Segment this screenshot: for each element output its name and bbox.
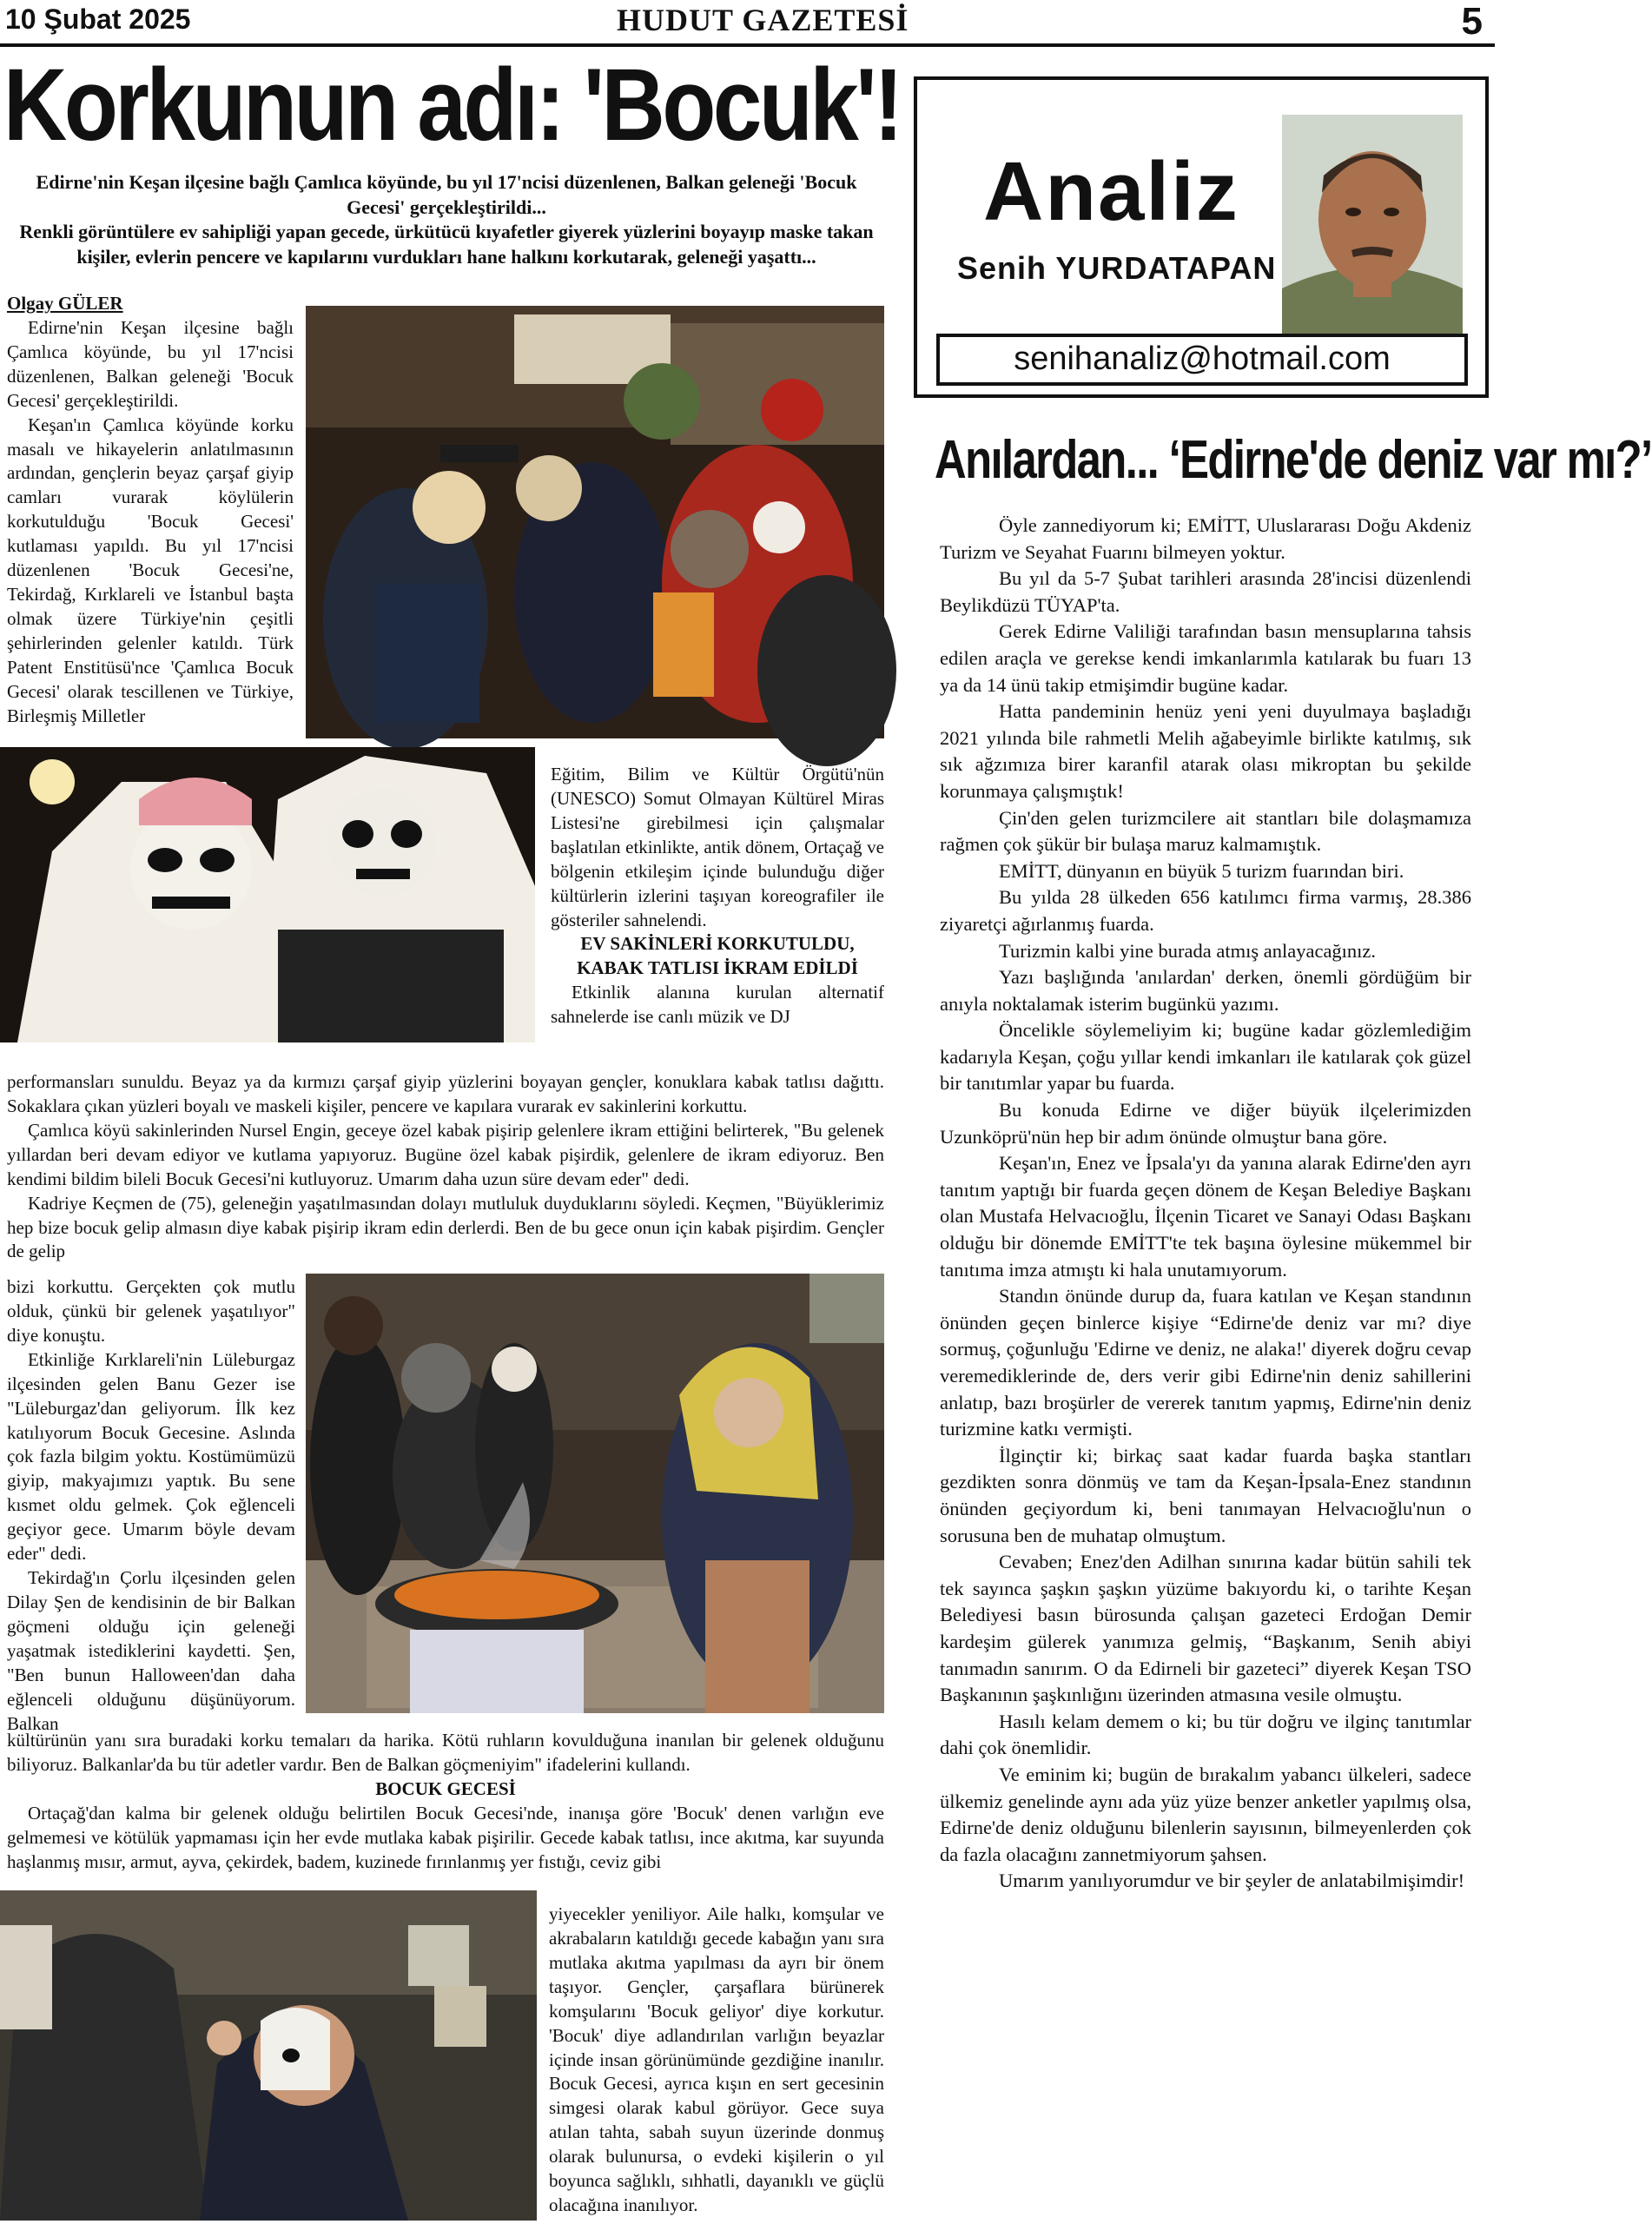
column-paragraph: Çin'den gelen turizmcilere ait stantları bile dolaşmamıza rağmen çok şükür bir bulaşa maruz kalmamıştık. bbox=[940, 806, 1471, 856]
article-column-unesco bbox=[551, 763, 884, 1029]
article-paragraph: Etkinlik alanına kurulan alternatif sahnelerde ise canlı müzik ve DJ bbox=[551, 982, 884, 1028]
article-fullwidth-1 bbox=[7, 1070, 884, 1264]
article-column-3 bbox=[549, 1903, 884, 2218]
article-paragraph: Çamlıca köyü sakinlerinden Nursel Engin, geceye özel kabak pişirip gelenlere ikram ettiğini belirterek, "Bu gelenek yıllardan beri devam ediyor ve kutlama yapıyoruz. Bugüne özel kabak pişirdik, gelenlere de ikram ediyoruz. Ben kendimi bildim bileli Bocuk Gecesi'ni kutluyoruz. Umarım daha uzun süre devam eder" dedi. bbox=[7, 1119, 884, 1189]
newspaper-name: HUDUT GAZETESİ bbox=[617, 3, 909, 37]
column-paragraph: EMİTT, dünyanın en büyük 5 turizm fuarından biri. bbox=[999, 859, 1404, 882]
column-author-email[interactable]: senihanaliz@hotmail.com bbox=[1014, 341, 1391, 377]
column-paragraph: Öyle zannediyorum ki; EMİTT, Uluslararası Doğu Akdeniz Turizm ve Seyahat Fuarını bilmeyen yoktur. bbox=[940, 514, 1471, 563]
article-paragraph: Keşan'ın Çamlıca köyünde korku masalı ve hikayelerin anlatılmasının ardından, gençlerin beyaz çarşaf giyip camları vurarak köylülerin korkutulduğu 'Bocuk Gecesi' kutlaması yapıldı. Bu yıl 17'ncisi düzenlenen 'Bocuk Gecesi'ne, Tekirdağ, Kırklareli ve İstanbul başta olmak üzere Türkiye'nin çeşitli şehirlerinden gelenler katıldı. Türk Patent Enstitüsü'nce 'Çamlıca Bocuk Gecesi' olarak tescillenen ve Türkiye, Birleşmiş Milletler bbox=[7, 414, 294, 726]
photo-face-painting bbox=[0, 1890, 537, 2221]
subhead-bocuk-gecesi: BOCUK GECESİ bbox=[375, 1777, 516, 1799]
column-paragraph: Bu yılda 28 ülkeden 656 katılımcı firma varmış, 28.386 ziyaretçi ağırlanmış fuarda. bbox=[940, 886, 1471, 935]
lead-line-2: Renkli görüntülere ev sahipliği yapan gecede, ürkütücü kıyafetler giyerek yüzlerini boyayıp maske takan kişiler, evlerin pencere ve kapılarını vurdukları hane halkını korkutarak, geleneği yaşattı... bbox=[19, 221, 874, 268]
column-paragraph: Hasılı kelam demem o ki; bu tür doğru ve ilginç tanıtımlar dahi çok önemlidir. bbox=[940, 1710, 1471, 1759]
column-title: Anılardan... ‘Edirne'de deniz var mı?’ bbox=[935, 430, 1652, 490]
article-column-2 bbox=[7, 1275, 295, 1737]
page-number: 5 bbox=[1461, 0, 1483, 43]
photo-pumpkin-cooking bbox=[306, 1274, 884, 1713]
photo-face-painted-women bbox=[0, 747, 535, 1042]
column-paragraph: Ve eminim ki; bugün de bırakalım yabancı ülkeleri, sadece ülkemiz genelinde aynı ada yüz yüze benzer anketler yapılmış olsa, Edirne'de deniz olduğunu bilenlerin sayısının, bilmeyenlerden çok da fazla olacağını zannetmiyorum şahsen. bbox=[940, 1763, 1471, 1865]
article-paragraph: Kadriye Keçmen de (75), geleneğin yaşatılmasından dolayı mutluluk duyduklarını söyledi. Keçmen, "Büyüklerimiz hep bize bocuk gelip almasın diye kabak pişirip ikram edin derlerdi. Ben de bu gece onun için kabak pişirdim. Gençler de gelip bbox=[7, 1192, 884, 1262]
column-paragraph: Yazı başlığında 'anılardan' derken, önemli gördüğüm bir anıyla noktalamak isterim bugünkü yazımı. bbox=[940, 966, 1471, 1015]
column-paragraph: Cevaben; Enez'den Adilhan sınırına kadar bütün sahili tek tek sayınca şaşkın şaşkın yüzüme bakıyordu ki, o tarihte Keşan Belediyesi basın bürosunda çalışan gazeteci Erdoğan Demir kardeşim gülerek yanımıza gelmiş, “Başkanım, Senih abiyi tanımadın sanırım. O da Edirneli bir gazeteci” diyerek Keşan TSO Başkanının şaşkınlığını üzerinden atmasına vesile olmuştu. bbox=[940, 1551, 1471, 1706]
column-paragraph: Keşan'ın, Enez ve İpsala'yı da yanına alarak Edirne'den ayrı tanıtım yaptığı bir fuarda geçen dönem de Keşan Belediye Başkanı olan Mustafa Helvacıoğlu, İlçenin Ticaret ve Sanayi Odası Başkanı olduğu bir dönemde EMİTT'te tek başına öylesine mükemmel bir tanıtıma imza atmıştı ki hala unutamıyorum. bbox=[940, 1152, 1471, 1281]
article-paragraph: performansları sunuldu. Beyaz ya da kırmızı çarşaf giyip yüzlerini boyayan gençler, konuklara kabak tatlısı dağıttı. Sokaklara çıkan yüzleri boyalı ve maskeli kişiler, pencere ve kapılara vurarak ev sakinlerini korkuttu. bbox=[7, 1071, 884, 1116]
lead-line-1: Edirne'nin Keşan ilçesine bağlı Çamlıca köyünde, bu yıl 17'ncisi düzenlenen, Balkan geleneği 'Bocuk Gecesi' gerçekleştirildi... bbox=[36, 171, 857, 218]
photo-masked-crowd bbox=[306, 306, 884, 738]
article-lead bbox=[12, 170, 881, 269]
column-paragraph: Bu konuda Edirne ve diğer büyük ilçelerimizden Uzunköprü'nün hep bir adım önünde olmuştur bana göre. bbox=[940, 1099, 1471, 1148]
issue-date: 10 Şubat 2025 bbox=[5, 3, 191, 35]
article-paragraph: Edirne'nin Keşan ilçesine bağlı Çamlıca köyünde, bu yıl 17'ncisi düzenlenen, Balkan geleneği 'Bocuk Gecesi' gerçekleştirildi. bbox=[7, 316, 294, 411]
column-masthead bbox=[914, 76, 1489, 398]
article-fullwidth-2 bbox=[7, 1729, 884, 1875]
article-paragraph: Tekirdağ'ın Çorlu ilçesinden gelen Dilay Şen de kendisinin de bir Balkan göçmeni olduğu için geleneği yaşatmak istediklerini kaydetti. Şen, "Ben bunun Halloween'dan daha eğlenceli olduğunu düşünüyorum. Balkan bbox=[7, 1567, 295, 1734]
column-paragraph: Bu yıl da 5-7 Şubat tarihleri arasında 28'incisi düzenlendi Beylikdüzü TÜYAP'ta. bbox=[940, 567, 1471, 616]
column-paragraph: Öncelikle söylemeliyim ki; bugüne kadar gözlemlediğim kadarıyla Keşan, çoğu yıllar kendi imkanları ile katılarak çok güzel bir tanıtımlar yapar bu fuarda. bbox=[940, 1019, 1471, 1095]
column-paragraph: İlginçtir ki; birkaç saat kadar fuarda başka stantları gezdikten sonra dönmüş ve tam da Keşan-İpsala-Enez standının önünden geçiyordum ki, beni tanımayan Helvacıoğlu'nun o sorusuna ben de muhatap olmuştum. bbox=[940, 1444, 1471, 1546]
article-paragraph: kültürünün yanı sıra buradaki korku temaları da harika. Kötü ruhların kovulduğuna inanılan bir gelenek olduğunu biliyoruz. Balkanlar'da bu tür adetler vardır. Ben de Balkan göçmeniyim" ifadelerini kullandı. bbox=[7, 1730, 884, 1775]
column-paragraph: Turizmin kalbi yine burada atmış anlayacağınız. bbox=[999, 939, 1377, 962]
column-body bbox=[940, 513, 1471, 1895]
article-paragraph: bizi korkuttu. Gerçekten çok mutlu olduk, çünkü bir gelenek yaşatılıyor" diye konuştu. bbox=[7, 1276, 295, 1346]
subhead-ev-sakinleri: EV SAKİNLERİ KORKUTULDU, KABAK TATLISI İKRAM EDİLDİ bbox=[577, 933, 858, 979]
column-section-title: Analiz bbox=[983, 145, 1239, 238]
article-headline: Korkunun adı: 'Bocuk'! bbox=[3, 48, 901, 162]
column-paragraph: Umarım yanılıyorumdur ve bir şeyler de anlatabilmişimdir! bbox=[999, 1870, 1465, 1892]
column-paragraph: Hatta pandeminin henüz yeni yeni duyulmaya başladığı 2021 yılında bile rahmetli Melih ağabeyimle birlikte katılmış, sık sık ağzımıza birer karanfil atarak olası mikroptan bu şekilde korunmaya çalışmıştık! bbox=[940, 700, 1471, 802]
article-column-1 bbox=[7, 292, 294, 729]
page-header bbox=[0, 0, 1495, 47]
article-byline: Olgay GÜLER bbox=[7, 293, 123, 314]
article-paragraph: yiyecekler yeniliyor. Aile halkı, komşular ve akrabaların katıldığı gecede kabağın yanı sıra mutlaka akıtma yapılması da ayrı bir önem taşıyor. Gençler, çarşaflara bürünerek komşularını 'Bocuk geliyor' diye korkutur. 'Bocuk' diye adlandırılan varlığın beyazlar içinde insan görünümünde gezdiğine inanılır. Bocuk Gecesi, ayrıca kışın en sert gecesinin simgesi olarak kabul görüyor. Gece suya atılan tahta, sabah suyun üzerinde donmuş olarak bulunursa, o evdeki kişilerin o yıl boyunca sağlıklı, sıhhatli, dayanıklı ve güçlü olacağına inanılıyor. bbox=[549, 1903, 884, 2216]
column-paragraph: Standın önünde durup da, fuara katılan ve Keşan standının önünden geçen binlerce kişiye “Edirne'de deniz var mı? diye sormuş, çoğunluğu 'Edirne ve deniz, ne alaka!' diyerek doğru cevap veremediklerinde de, ders verir gibi Edirne'nin deniz sahillerini anlatıp, bazı broşürler de vererek tanıtım yapmış, Edirne'nin deniz turizmine katkı vermişti. bbox=[940, 1285, 1471, 1440]
column-paragraph: Gerek Edirne Valiliği tarafından basın mensuplarına tahsis edilen araçla ve gerekse kendi imkanlarımla katılarak bu fuarı 13 ya da 14 ünü takip etmişimdir bugüne kadar. bbox=[940, 620, 1471, 696]
author-portrait bbox=[1282, 115, 1463, 337]
article-paragraph: Eğitim, Bilim ve Kültür Örgütü'nün (UNESCO) Somut Olmayan Kültürel Miras Listesi'ne girebilmesi için çalışmalar başlatılan etkinlikte, antik dönem, Ortaçağ ve bölgenin etkileşim içinde bulunduğu diğer kültürlerin izlerini taşıyan koreografiler ile gösteriler sahnelendi. bbox=[551, 764, 884, 930]
article-paragraph: Etkinliğe Kırklareli'nin Lüleburgaz ilçesinden gelen Banu Gezer ise "Lüleburgaz'dan geliyorum. İlk kez katılıyorum Bocuk Gecesine. Aslında çok fazla bilgim yoktu. Kostümümüzü giyip, makyajımızı yaptık. Bu sene kısmet oldu gelmek. Çok eğlenceli geçiyor gece. Umarım böyle devam eder" dedi. bbox=[7, 1348, 295, 1565]
column-author: Senih YURDATAPAN bbox=[957, 250, 1277, 286]
article-paragraph: Ortaçağ'dan kalma bir gelenek olduğu belirtilen Bocuk Gecesi'nde, inanışa göre 'Bocuk' denen varlığın eve gelmemesi ve kötülük yapmaması için her evde mutlaka kabak pişirilir. Gecede kabak tatlısı, ince akıtma, kar suyunda haşlanmış mısır, armut, ayva, çekirdek, badem, kuzinede fırınlanmış yer fıstığı, ceviz gibi bbox=[7, 1802, 884, 1872]
